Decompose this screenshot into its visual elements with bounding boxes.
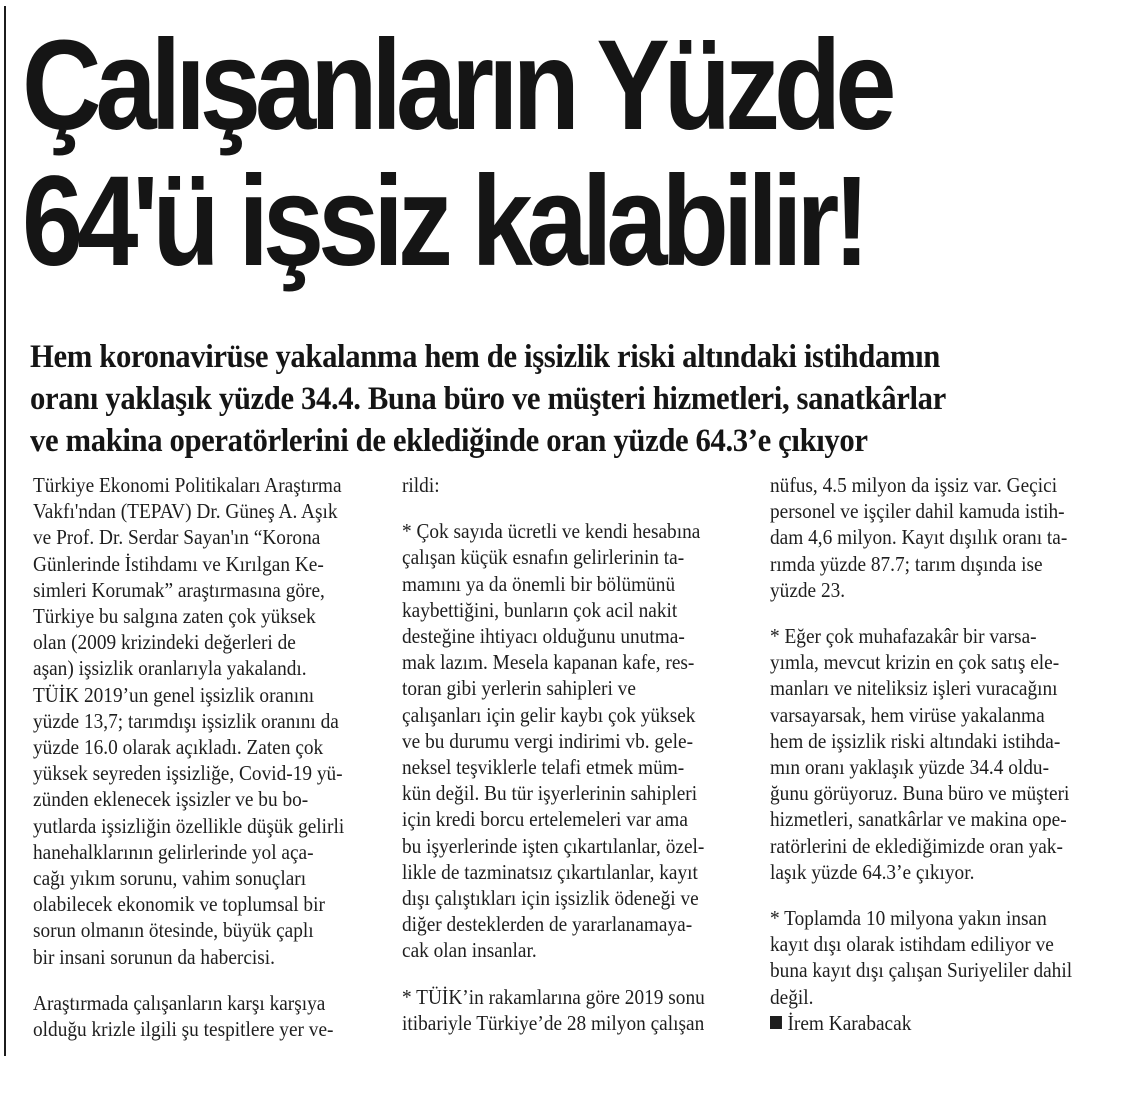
deck-line-1: Hem koronavirüse yakalanma hem de işsizlik riski altındaki istihdamın (30, 339, 940, 375)
text-line: diğer desteklerden de yararlanamaya- (402, 912, 693, 937)
text-line: çalışanları için gelir kaybı çok yüksek (402, 702, 696, 727)
text-line: Araştırmada çalışanların karşı karşıya (33, 990, 326, 1015)
text-line: mak lazım. Mesela kapanan kafe, res- (402, 650, 695, 675)
text-line: TÜİK 2019’un genel işsizlik oranını (33, 682, 315, 707)
deck-line-3: ve makina operatörlerini de eklediğinde oran yüzde 64.3’e çıkıyor (30, 423, 868, 459)
text-line: olan (2009 krizindeki değerleri de (33, 630, 296, 655)
text-line: ğunu görüyoruz. Buna büro ve müşteri (770, 781, 1070, 806)
text-line: bu işyerlerinde işten çıkartılanlar, özel- (402, 833, 705, 858)
text-line: * Eğer çok muhafazakâr bir varsa- (770, 624, 1037, 649)
deck-line-2: oranı yaklaşık yüzde 34.4. Buna büro ve müşteri hizmetleri, sanatkârlar (30, 381, 946, 417)
text-line: Vakfı'ndan (TEPAV) Dr. Güneş A. Aşık (33, 499, 338, 524)
text-line: rımda yüzde 87.7; tarım dışında ise (770, 551, 1043, 576)
text-line: varsayarsak, hem virüse yakalanma (770, 702, 1045, 727)
text-line: laşık yüzde 64.3’e çıkıyor. (770, 859, 975, 884)
text-line: mın oranı yaklaşık yüzde 34.4 oldu- (770, 755, 1050, 780)
text-line: yımla, mevcut krizin en çok satış ele- (770, 650, 1060, 675)
text-line: desteğine ihtiyacı olduğunu unutma- (402, 624, 685, 649)
paragraph (770, 905, 1120, 1010)
text-line: yüksek seyreden işsizliğe, Covid-19 yü- (33, 761, 343, 786)
deck (30, 336, 1120, 462)
text-line: değil. (770, 984, 814, 1009)
author-name: İrem Karabacak (787, 1010, 912, 1035)
text-line: olabilecek ekonomik ve toplumsal bir (33, 892, 325, 917)
paragraph (770, 623, 1120, 885)
text-line: ratörlerini de eklediğimizde oran yak- (770, 833, 1063, 858)
text-line: rildi: (402, 473, 440, 497)
text-line: olduğu krizle ilgili şu tespitlere yer ve- (33, 1017, 334, 1042)
text-line: cak olan insanlar. (402, 938, 537, 963)
text-line: toran gibi yerlerin sahipleri ve (402, 676, 636, 701)
paragraph (770, 472, 1120, 603)
text-line: buna kayıt dışı çalışan Suriyeliler dahil (770, 958, 1073, 983)
text-line: * TÜİK’in rakamlarına göre 2019 sonu (402, 984, 705, 1009)
text-line: simleri Korumak” araştırmasına göre, (33, 577, 325, 602)
paragraph (33, 472, 383, 970)
text-line: ve Prof. Dr. Serdar Sayan'ın “Korona (33, 525, 321, 550)
text-line: cağı yıkım sorunu, vahim sonuçları (33, 866, 307, 891)
headline (22, 14, 968, 293)
text-line: hizmetleri, sanatkârlar ve makina ope- (770, 807, 1067, 832)
text-line: yüzde 13,7; tarımdışı işsizlik oranını da (33, 708, 339, 733)
text-line: personel ve işçiler dahil kamuda istih- (770, 499, 1065, 524)
text-line: zünden eklenecek işsizler ve bu bo- (33, 787, 309, 812)
paragraph (402, 518, 752, 963)
headline-line-1: Çalışanların Yüzde (22, 14, 891, 157)
text-line: kaybettiğini, bunların çok acil nakit (402, 597, 678, 622)
text-line: * Çok sayıda ücretli ve kendi hesabına (402, 519, 701, 544)
column-rule (4, 6, 6, 1056)
text-line: kayıt dışı olarak istihdam ediliyor ve (770, 932, 1054, 957)
text-line: sorun olmanın ötesinde, büyük çaplı (33, 918, 314, 943)
text-line: likle de tazminatsız çıkartılanlar, kayıt (402, 859, 698, 884)
paragraph (402, 472, 752, 498)
text-line: hanehalklarının gelirlerinde yol aça- (33, 839, 314, 864)
text-line: manları ve niteliksiz işleri vuracağını (770, 676, 1058, 701)
text-line: Türkiye bu salgına zaten çok yüksek (33, 604, 316, 629)
text-line: nüfus, 4.5 milyon da işsiz var. Geçici (770, 473, 1058, 497)
paragraph (402, 984, 752, 1036)
text-line: itibariyle Türkiye’de 28 milyon çalışan (402, 1010, 705, 1035)
paragraph (33, 990, 383, 1042)
text-line: yutlarda işsizliğin özellikle düşük gelirli (33, 813, 345, 838)
text-line: yüzde 16.0 olarak açıkladı. Zaten çok (33, 735, 324, 760)
byline (770, 1010, 1092, 1036)
text-line: dam 4,6 milyon. Kayıt dışılık oranı ta- (770, 525, 1068, 550)
text-line: aşan) işsizlik oranlarıyla yakalandı. (33, 656, 307, 681)
text-line: Türkiye Ekonomi Politikaları Araştırma (33, 473, 342, 497)
square-bullet-icon (770, 1016, 782, 1029)
text-line: mamını ya da önemli bir bölümünü (402, 571, 676, 596)
body-column-3 (770, 472, 1120, 1036)
text-line: ve bu durumu vergi indirimi vb. gele- (402, 728, 694, 753)
text-line: Günlerinde İstihdamı ve Kırılgan Ke- (33, 551, 324, 576)
text-line: hem de işsizlik riski altındaki istihda- (770, 728, 1061, 753)
text-line: kün değil. Bu tür işyerlerinin sahipleri (402, 781, 698, 806)
text-line: bir insani sorunun da habercisi. (33, 944, 275, 969)
text-line: * Toplamda 10 milyona yakın insan (770, 906, 1047, 931)
text-line: yüzde 23. (770, 577, 846, 602)
body-column-1 (33, 472, 383, 1042)
headline-line-2: 64'ü işsiz kalabilir! (22, 150, 864, 293)
text-line: için kredi borcu ertelemeleri var ama (402, 807, 688, 832)
body-column-2 (402, 472, 752, 1036)
text-line: neksel teşviklerle telafi etmek müm- (402, 755, 685, 780)
text-line: çalışan küçük esnafın gelirlerinin ta- (402, 545, 685, 570)
text-line: dışı çalıştıkları için işsizlik ödeneği ve (402, 886, 699, 911)
